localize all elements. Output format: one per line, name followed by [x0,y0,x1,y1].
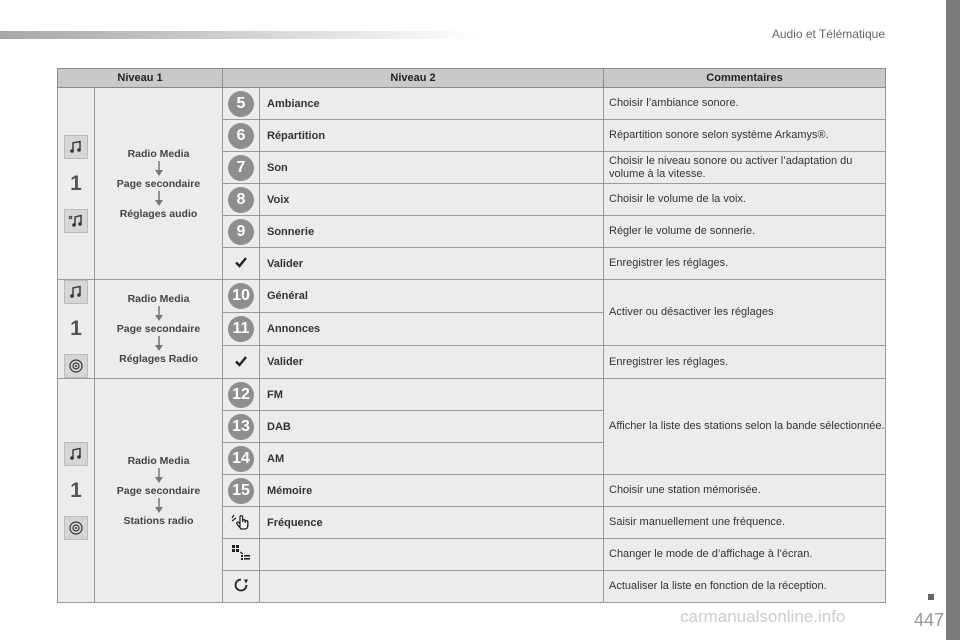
setting-name: Fréquence [260,507,604,539]
setting-comment: Régler le volume de sonnerie. [604,216,886,248]
flow-step: Radio Media [127,293,190,305]
step-badge: 9 [228,219,254,245]
display-mode-icon [231,544,251,562]
watermark: carmanualsonline.info [680,607,846,626]
setting-name: FM [260,379,604,411]
badge-cell [223,507,260,539]
table-row [58,379,886,411]
flow-step: Radio Media [127,454,190,467]
badge-cell [223,539,260,571]
header-level2: Niveau 2 [223,69,604,88]
badge-cell [223,443,260,475]
music-note-icon [64,280,88,304]
radio-settings-icon [64,354,88,378]
group3-level1-flow [95,379,223,603]
section-title: Audio et Télématique [771,27,885,41]
flow-step: Page secondaire [116,177,201,190]
step-badge: 15 [228,478,254,504]
setting-name: Général [260,280,604,313]
setting-comment: Enregistrer les réglages. [604,248,886,280]
badge-cell [223,313,260,346]
music-note-icon [64,442,88,466]
checkmark-icon [234,255,248,269]
step-badge: 5 [228,91,254,117]
badge-cell [223,411,260,443]
hand-pointer-icon [231,512,251,530]
badge-cell [223,216,260,248]
flow-step: Page secondaire [116,484,201,497]
music-note-icon [64,135,88,159]
badge-cell [223,120,260,152]
setting-comment: Choisir l’ambiance sonore. [604,88,886,120]
badge-cell [223,88,260,120]
step-badge: 13 [228,414,254,440]
setting-comment: Répartition sonore selon système Arkamys®. [604,120,886,152]
setting-name: Ambiance [260,88,604,120]
step-badge: 11 [228,316,254,342]
header-decor-bar [0,31,480,39]
setting-comment: Saisir manuellement une fréquence. [604,507,886,539]
group1-level1-flow [95,88,223,280]
setting-name: Son [260,152,604,184]
flow-step: Stations radio [123,514,194,527]
music-settings-icon [64,209,88,233]
setting-comment: Choisir le volume de la voix. [604,184,886,216]
flow-step: Page secondaire [116,323,201,335]
setting-comment: Actualiser la liste en fonction de la réception. [604,571,886,603]
table-header-row [58,69,886,88]
setting-comment: Choisir une station mémorisée. [604,475,886,507]
badge-cell [223,475,260,507]
setting-name: Voix [260,184,604,216]
setting-name: Répartition [260,120,604,152]
flow-step: Réglages Radio [119,353,198,365]
badge-cell [223,152,260,184]
step-badge: 12 [228,382,254,408]
flow-step: Radio Media [127,147,190,160]
refresh-icon [232,576,250,594]
setting-name: Valider [260,346,604,379]
step-badge: 6 [228,123,254,149]
setting-name: Valider [260,248,604,280]
arrow-down-icon [154,191,164,207]
group3-icon-cell [58,379,95,603]
setting-name: Annonces [260,313,604,346]
setting-comment: Activer ou désactiver les réglages [604,280,886,346]
arrow-down-icon [154,468,164,484]
step-badge: 7 [228,155,254,181]
page-marker [928,594,934,600]
arrow-down-icon [154,306,164,322]
setting-name: AM [260,443,604,475]
group1-icon-cell [58,88,95,280]
table-row [58,280,886,313]
radio-station-icon [64,516,88,540]
step-number: 1 [70,317,82,340]
step-number: 1 [70,171,82,195]
setting-name [260,571,604,603]
setting-name: Sonnerie [260,216,604,248]
setting-name [260,539,604,571]
settings-table [57,68,886,603]
flow-step: Réglages audio [119,207,198,220]
side-strip [946,0,960,640]
badge-cell [223,280,260,313]
group2-icon-cell [58,280,95,379]
step-badge: 8 [228,187,254,213]
setting-comment: Afficher la liste des stations selon la bande sélectionnée. [604,379,886,475]
header-comments: Commentaires [604,69,886,88]
badge-cell [223,346,260,379]
arrow-down-icon [154,336,164,352]
step-number: 1 [70,478,82,502]
setting-comment: Choisir le niveau sonore ou activer l’adaptation du volume à la vitesse. [604,152,886,184]
setting-comment: Changer le mode de d’affichage à l’écran. [604,539,886,571]
arrow-down-icon [154,498,164,514]
setting-name: DAB [260,411,604,443]
step-badge: 10 [228,283,254,309]
badge-cell [223,248,260,280]
setting-name: Mémoire [260,475,604,507]
header-level1: Niveau 1 [58,69,223,88]
badge-cell [223,571,260,603]
setting-comment: Enregistrer les réglages. [604,346,886,379]
arrow-down-icon [154,161,164,177]
badge-cell [223,379,260,411]
badge-cell [223,184,260,216]
page-number: 447 [914,610,945,630]
table-row [58,88,886,120]
checkmark-icon [234,354,248,368]
step-badge: 14 [228,446,254,472]
group2-level1-flow [95,280,223,379]
